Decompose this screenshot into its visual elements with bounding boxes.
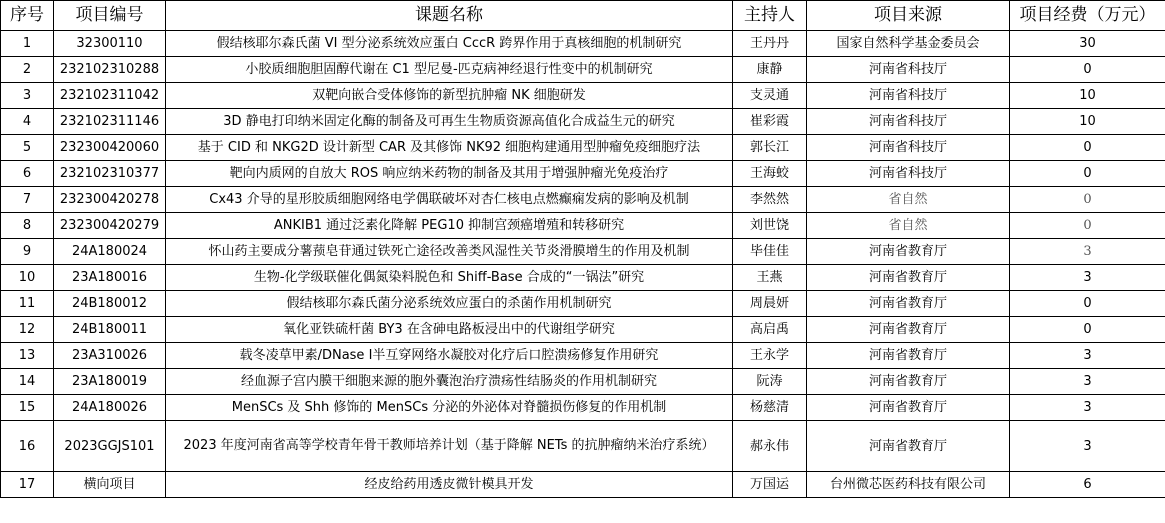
cell-no: 8 [1, 213, 54, 239]
cell-no: 6 [1, 161, 54, 187]
table-row [1, 187, 1165, 213]
cell-no: 14 [1, 369, 54, 395]
cell-no: 13 [1, 343, 54, 369]
table-row [1, 109, 1165, 135]
cell-code: 横向项目 [54, 472, 166, 498]
cell-title: 生物-化学级联催化偶氮染料脱色和 Shiff-Base 合成的“一锅法”研究 [166, 265, 733, 291]
header-row [1, 1, 1165, 31]
cell-source: 河南省教育厅 [807, 343, 1010, 369]
cell-funding: 0 [1010, 57, 1165, 83]
table-row [1, 213, 1165, 239]
cell-title: 载冬凌草甲素/DNase Ⅰ半互穿网络水凝胶对化疗后口腔溃疡修复作用研究 [166, 343, 733, 369]
table-row [1, 239, 1165, 265]
cell-source: 河南省科技厅 [807, 135, 1010, 161]
cell-source: 省自然 [807, 213, 1010, 239]
cell-title: 假结核耶尔森氏菌分泌系统效应蛋白的杀菌作用机制研究 [166, 291, 733, 317]
cell-code: 2023GGJS101 [54, 421, 166, 472]
cell-funding: 0 [1010, 161, 1165, 187]
cell-title: 基于 CID 和 NKG2D 设计新型 CAR 及其修饰 NK92 细胞构建通用型肿瘤免疫细胞疗法 [166, 135, 733, 161]
table-row [1, 265, 1165, 291]
cell-host: 杨慈清 [733, 395, 807, 421]
cell-source: 河南省教育厅 [807, 317, 1010, 343]
cell-code: 232102310288 [54, 57, 166, 83]
cell-funding: 10 [1010, 109, 1165, 135]
table-row [1, 317, 1165, 343]
cell-code: 232300420279 [54, 213, 166, 239]
cell-no: 9 [1, 239, 54, 265]
cell-source: 河南省教育厅 [807, 369, 1010, 395]
header-source: 项目来源 [807, 1, 1010, 31]
cell-code: 32300110 [54, 31, 166, 57]
cell-code: 232102310377 [54, 161, 166, 187]
cell-host: 万国运 [733, 472, 807, 498]
cell-title: 2023 年度河南省高等学校青年骨干教师培养计划（基于降解 NETs 的抗肿瘤纳米治疗系统） [166, 421, 733, 472]
header-title: 课题名称 [166, 1, 733, 31]
cell-title: 3D 静电打印纳米固定化酶的制备及可再生生物质资源高值化合成益生元的研究 [166, 109, 733, 135]
table-row [1, 343, 1165, 369]
cell-no: 5 [1, 135, 54, 161]
cell-code: 232300420278 [54, 187, 166, 213]
header-code: 项目编号 [54, 1, 166, 31]
cell-host: 李然然 [733, 187, 807, 213]
cell-no: 11 [1, 291, 54, 317]
cell-host: 支灵通 [733, 83, 807, 109]
cell-title: 经血源子宫内膜干细胞来源的胞外囊泡治疗溃疡性结肠炎的作用机制研究 [166, 369, 733, 395]
cell-funding: 3 [1010, 421, 1165, 472]
table-row [1, 395, 1165, 421]
table-row [1, 421, 1165, 472]
cell-title: ANKIB1 通过泛素化降解 PEG10 抑制宫颈癌增殖和转移研究 [166, 213, 733, 239]
header-no: 序号 [1, 1, 54, 31]
cell-no: 16 [1, 421, 54, 472]
cell-title: 双靶向嵌合受体修饰的新型抗肿瘤 NK 细胞研发 [166, 83, 733, 109]
cell-funding: 0 [1010, 317, 1165, 343]
cell-host: 阮涛 [733, 369, 807, 395]
cell-title: 经皮给药用透皮微针模具开发 [166, 472, 733, 498]
cell-source: 河南省教育厅 [807, 239, 1010, 265]
cell-code: 24A180026 [54, 395, 166, 421]
cell-code: 23A180016 [54, 265, 166, 291]
header-funding: 项目经费（万元） [1010, 1, 1165, 31]
cell-host: 王永学 [733, 343, 807, 369]
cell-no: 17 [1, 472, 54, 498]
cell-source: 河南省科技厅 [807, 83, 1010, 109]
cell-source: 河南省教育厅 [807, 421, 1010, 472]
cell-funding: 0 [1010, 187, 1165, 213]
cell-funding: 0 [1010, 291, 1165, 317]
cell-code: 23A310026 [54, 343, 166, 369]
cell-funding: 3 [1010, 239, 1165, 265]
cell-code: 24B180011 [54, 317, 166, 343]
cell-host: 王海蛟 [733, 161, 807, 187]
cell-code: 23A180019 [54, 369, 166, 395]
cell-host: 王燕 [733, 265, 807, 291]
cell-title: 小胶质细胞胆固醇代谢在 C1 型尼曼-匹克病神经退行性变中的机制研究 [166, 57, 733, 83]
cell-no: 10 [1, 265, 54, 291]
cell-host: 毕佳佳 [733, 239, 807, 265]
cell-source: 河南省教育厅 [807, 395, 1010, 421]
cell-no: 2 [1, 57, 54, 83]
cell-funding: 3 [1010, 343, 1165, 369]
cell-funding: 10 [1010, 83, 1165, 109]
cell-funding: 0 [1010, 135, 1165, 161]
table-row [1, 369, 1165, 395]
table-row [1, 83, 1165, 109]
cell-source: 河南省科技厅 [807, 57, 1010, 83]
cell-host: 周晨妍 [733, 291, 807, 317]
cell-code: 232300420060 [54, 135, 166, 161]
cell-host: 王丹丹 [733, 31, 807, 57]
cell-host: 康静 [733, 57, 807, 83]
cell-funding: 6 [1010, 472, 1165, 498]
cell-host: 郝永伟 [733, 421, 807, 472]
cell-no: 1 [1, 31, 54, 57]
header-host: 主持人 [733, 1, 807, 31]
cell-title: 怀山药主要成分薯蓣皂苷通过铁死亡途径改善类风湿性关节炎滑膜增生的作用及机制 [166, 239, 733, 265]
cell-host: 刘世饶 [733, 213, 807, 239]
cell-source: 国家自然科学基金委员会 [807, 31, 1010, 57]
cell-code: 24A180024 [54, 239, 166, 265]
table-row [1, 57, 1165, 83]
cell-title: 靶向内质网的自放大 ROS 响应纳米药物的制备及其用于增强肿瘤光免疫治疗 [166, 161, 733, 187]
cell-source: 河南省教育厅 [807, 291, 1010, 317]
cell-code: 24B180012 [54, 291, 166, 317]
cell-host: 郭长江 [733, 135, 807, 161]
table-row [1, 472, 1165, 498]
cell-source: 省自然 [807, 187, 1010, 213]
table-row [1, 31, 1165, 57]
cell-source: 台州微芯医药科技有限公司 [807, 472, 1010, 498]
cell-no: 7 [1, 187, 54, 213]
table-row [1, 161, 1165, 187]
cell-title: 氧化亚铁硫杆菌 BY3 在含砷电路板浸出中的代谢组学研究 [166, 317, 733, 343]
table-row [1, 135, 1165, 161]
cell-title: 假结核耶尔森氏菌 VI 型分泌系统效应蛋白 CccR 跨界作用于真核细胞的机制研究 [166, 31, 733, 57]
cell-code: 232102311042 [54, 83, 166, 109]
cell-no: 15 [1, 395, 54, 421]
cell-host: 高启禹 [733, 317, 807, 343]
cell-funding: 3 [1010, 369, 1165, 395]
cell-funding: 3 [1010, 395, 1165, 421]
cell-no: 4 [1, 109, 54, 135]
cell-no: 12 [1, 317, 54, 343]
cell-code: 232102311146 [54, 109, 166, 135]
cell-host: 崔彩霞 [733, 109, 807, 135]
cell-title: Cx43 介导的星形胶质细胞网络电学偶联破坏对杏仁核电点燃癫痫发病的影响及机制 [166, 187, 733, 213]
cell-source: 河南省科技厅 [807, 109, 1010, 135]
cell-no: 3 [1, 83, 54, 109]
table-row [1, 291, 1165, 317]
cell-funding: 30 [1010, 31, 1165, 57]
cell-source: 河南省教育厅 [807, 265, 1010, 291]
cell-source: 河南省科技厅 [807, 161, 1010, 187]
cell-funding: 0 [1010, 213, 1165, 239]
cell-title: MenSCs 及 Shh 修饰的 MenSCs 分泌的外泌体对脊髓损伤修复的作用机制 [166, 395, 733, 421]
cell-funding: 3 [1010, 265, 1165, 291]
